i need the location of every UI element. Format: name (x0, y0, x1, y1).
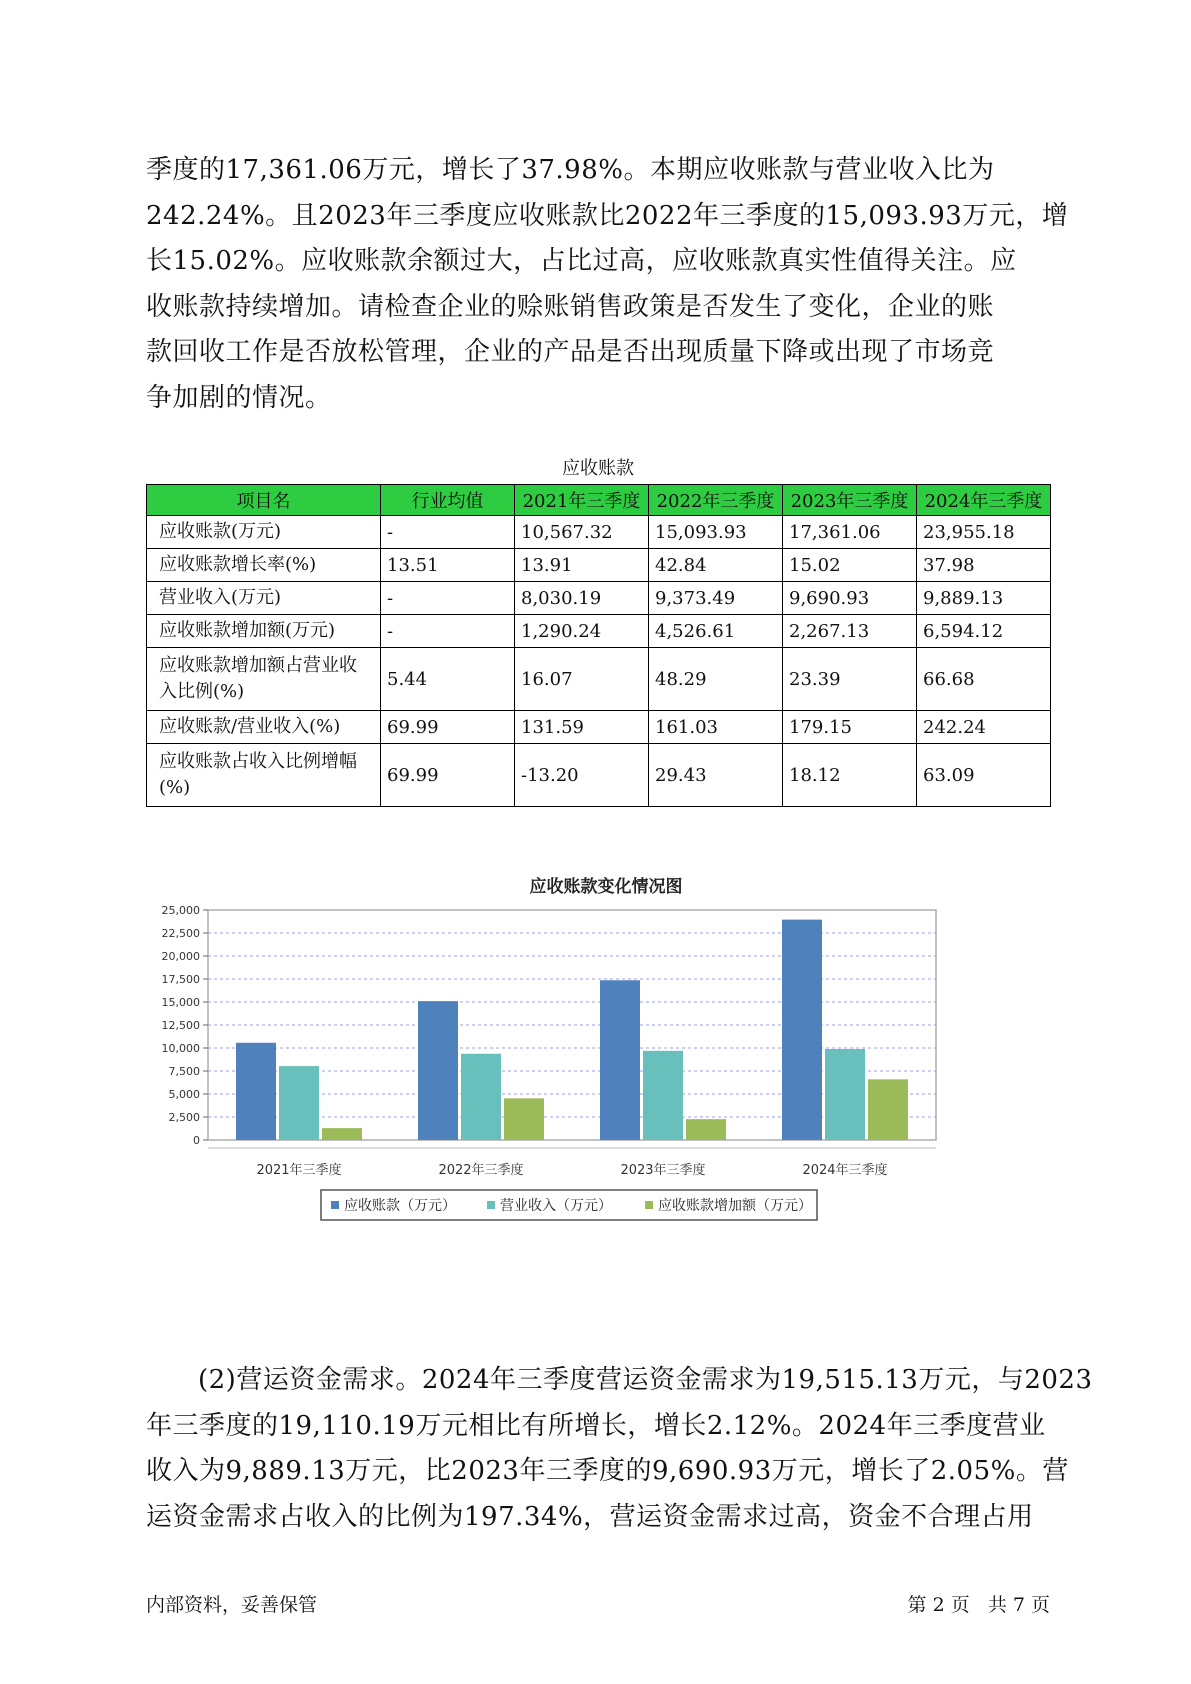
row-label: 应收账款(万元) (147, 516, 381, 549)
table-cell: 69.99 (381, 744, 515, 807)
table-cell: - (381, 582, 515, 615)
table-cell: 69.99 (381, 711, 515, 744)
table-cell: 23,955.18 (917, 516, 1051, 549)
footer-confidential: 内部资料，妥善保管 (146, 1594, 318, 1616)
table-cell: 8,030.19 (515, 582, 649, 615)
table-cell: 131.59 (515, 711, 649, 744)
table-row (147, 549, 1051, 582)
chart-legend (321, 1190, 817, 1220)
table-header-cell: 2022年三季度 (649, 485, 783, 516)
table-cell: 4,526.61 (649, 615, 783, 648)
bar (461, 1054, 501, 1140)
paragraph-line: 运资金需求占收入的比例为197.34%，营运资金需求过高，资金不合理占用 (146, 1501, 1034, 1532)
analysis-paragraph-1 (146, 148, 1069, 421)
table-cell: 5.44 (381, 648, 515, 711)
y-tick-label: 25,000 (161, 904, 200, 917)
table-cell: 63.09 (917, 744, 1051, 807)
table-cell: 6,594.12 (917, 615, 1051, 648)
chart-bars (236, 920, 908, 1140)
table-caption: 应收账款 (562, 458, 634, 479)
row-label: 应收账款占收入比例增幅(%) (147, 744, 381, 807)
legend-swatch (487, 1201, 495, 1209)
row-label: 应收账款/营业收入(%) (147, 711, 381, 744)
table-header-row (147, 485, 1051, 516)
legend-swatch (645, 1201, 653, 1209)
paragraph-line: 年三季度的19,110.19万元相比有所增长，增长2.12%。2024年三季度营业 (146, 1410, 1046, 1441)
table-cell: 9,889.13 (917, 582, 1051, 615)
table-cell: 42.84 (649, 549, 783, 582)
bar (236, 1043, 276, 1140)
bar (643, 1051, 683, 1140)
table-row (147, 516, 1051, 549)
bar (686, 1119, 726, 1140)
x-tick-label: 2023年三季度 (620, 1163, 706, 1178)
table-cell: -13.20 (515, 744, 649, 807)
table-cell: 161.03 (649, 711, 783, 744)
table-header-cell: 2023年三季度 (783, 485, 917, 516)
table-cell: 15,093.93 (649, 516, 783, 549)
legend-swatch (331, 1201, 339, 1209)
y-tick-label: 0 (193, 1134, 200, 1147)
paragraph-line: 收账款持续增加。请检查企业的赊账销售政策是否发生了变化，企业的账 (146, 291, 995, 322)
bar (504, 1098, 544, 1140)
table-row (147, 648, 1051, 711)
y-tick-label: 12,500 (161, 1019, 200, 1032)
table-cell: 179.15 (783, 711, 917, 744)
bar (279, 1066, 319, 1140)
table-cell: 10,567.32 (515, 516, 649, 549)
y-tick-label: 15,000 (161, 996, 200, 1009)
x-tick-label: 2024年三季度 (802, 1163, 888, 1178)
receivables-table (146, 484, 1051, 807)
table-row (147, 582, 1051, 615)
bar (825, 1049, 865, 1140)
paragraph-line: 争加剧的情况。 (146, 382, 332, 413)
x-tick-label: 2021年三季度 (256, 1163, 342, 1178)
bar (322, 1128, 362, 1140)
paragraph-line: 242.24%。且2023年三季度应收账款比2022年三季度的15,093.93万元，增 (146, 200, 1069, 231)
row-label: 应收账款增长率(%) (147, 549, 381, 582)
table-cell: 9,373.49 (649, 582, 783, 615)
legend-label: 应收账款增加额（万元） (658, 1198, 812, 1214)
paragraph-line: (2)营运资金需求。2024年三季度营运资金需求为19,515.13万元，与2023 (198, 1365, 1093, 1395)
table-cell: 1,290.24 (515, 615, 649, 648)
y-tick-label: 20,000 (161, 950, 200, 963)
legend-label: 应收账款（万元） (344, 1198, 456, 1214)
row-label: 应收账款增加额占营业收入比例(%) (147, 648, 381, 711)
table-cell: 18.12 (783, 744, 917, 807)
table-cell: 29.43 (649, 744, 783, 807)
table-cell: 23.39 (783, 648, 917, 711)
x-tick-label: 2022年三季度 (438, 1163, 524, 1178)
y-tick-label: 17,500 (161, 973, 200, 986)
y-tick-label: 22,500 (161, 927, 200, 940)
table-cell: 37.98 (917, 549, 1051, 582)
row-label: 营业收入(万元) (147, 582, 381, 615)
table-header-cell: 2021年三季度 (515, 485, 649, 516)
paragraph-line: 款回收工作是否放松管理，企业的产品是否出现质量下降或出现了市场竞 (146, 337, 995, 367)
table-row (147, 711, 1051, 744)
y-tick-label: 2,500 (168, 1111, 200, 1124)
y-tick-label: 10,000 (161, 1042, 200, 1055)
table-cell: 13.91 (515, 549, 649, 582)
chart-title: 应收账款变化情况图 (529, 877, 683, 897)
table-cell: - (381, 516, 515, 549)
legend-label: 营业收入（万元） (500, 1198, 612, 1214)
bar (600, 980, 640, 1140)
analysis-paragraph-2 (146, 1358, 1093, 1540)
paragraph-line: 收入为9,889.13万元，比2023年三季度的9,690.93万元，增长了2.05%。营 (146, 1456, 1069, 1486)
table-row (147, 615, 1051, 648)
receivables-chart (146, 870, 1050, 1320)
table-cell: 66.68 (917, 648, 1051, 711)
table-cell: - (381, 615, 515, 648)
table-header-cell: 2024年三季度 (917, 485, 1051, 516)
bar (418, 1001, 458, 1140)
chart-svg (146, 870, 1050, 1320)
table-cell: 242.24 (917, 711, 1051, 744)
table-row (147, 744, 1051, 807)
bar (868, 1079, 908, 1140)
paragraph-line: 季度的17,361.06万元，增长了37.98%。本期应收账款与营业收入比为 (146, 155, 995, 185)
chart-x-labels (256, 1162, 887, 1178)
y-tick-label: 7,500 (168, 1065, 200, 1078)
y-tick-label: 5,000 (168, 1088, 200, 1101)
table-header-cell: 行业均值 (381, 485, 515, 516)
page-number: 第 2 页 共 7 页 (907, 1594, 1050, 1616)
paragraph-line: 长15.02%。应收账款余额过大，占比过高，应收账款真实性值得关注。应 (146, 246, 1017, 276)
table-cell: 48.29 (649, 648, 783, 711)
table-cell: 17,361.06 (783, 516, 917, 549)
table-cell: 13.51 (381, 549, 515, 582)
table-cell: 2,267.13 (783, 615, 917, 648)
row-label: 应收账款增加额(万元) (147, 615, 381, 648)
table-header-cell: 项目名 (147, 485, 381, 516)
table-cell: 9,690.93 (783, 582, 917, 615)
table-cell: 15.02 (783, 549, 917, 582)
bar (782, 920, 822, 1140)
table-cell: 16.07 (515, 648, 649, 711)
